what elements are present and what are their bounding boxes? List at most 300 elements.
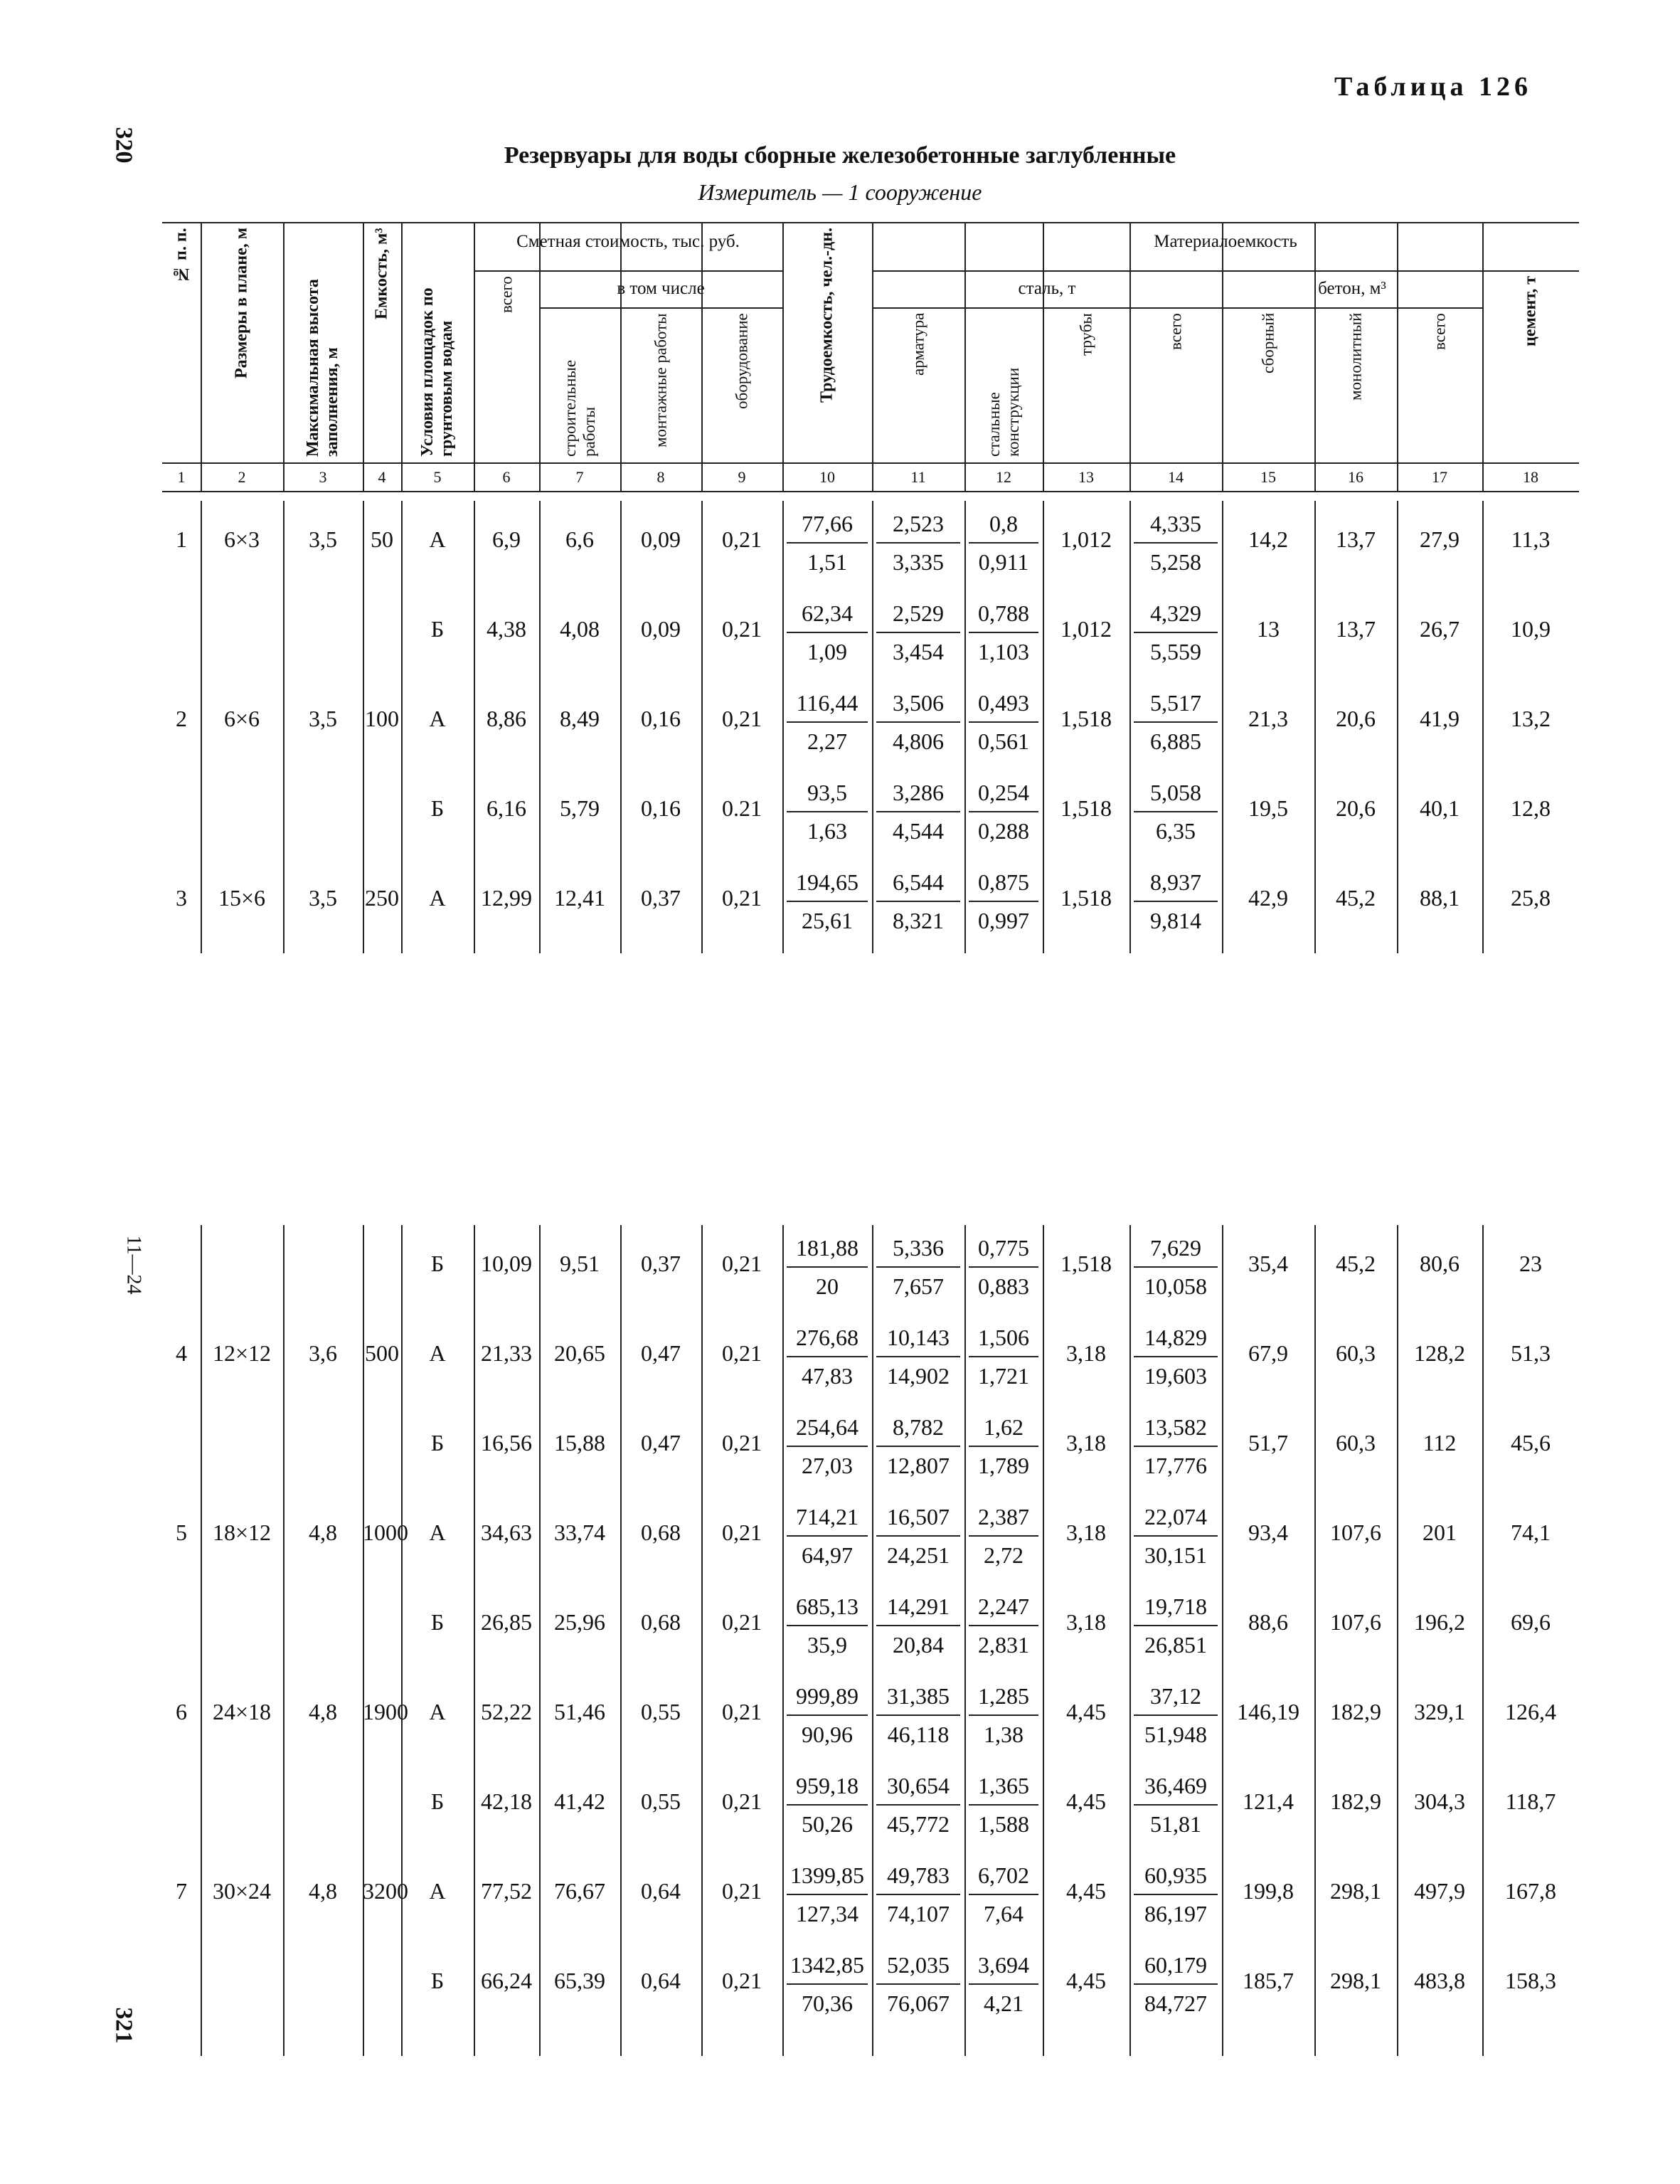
column-number-1: 1 — [177, 468, 186, 486]
rows-bottom-row-8-col-4: 3200 — [363, 1878, 408, 1904]
column-numbers-rule — [162, 491, 1579, 492]
rows-bottom-row-6-col-6: 52,22 — [481, 1699, 532, 1724]
rows-top-row-5-col-8: 0,37 — [641, 885, 681, 911]
fraction-denominator: 7,657 — [893, 1273, 944, 1299]
rows-top-row-5-col-10 — [782, 869, 872, 933]
fraction-numerator: 13,582 — [1134, 1414, 1218, 1447]
rows-top-row-3-col-3: 3,5 — [309, 706, 337, 731]
column-header-12: стальные конструкции — [985, 367, 1022, 457]
fraction-numerator: 52,035 — [876, 1952, 960, 1985]
rows-bottom-row-7-col-7: 41,42 — [554, 1788, 605, 1814]
column-header-6: всего — [497, 276, 516, 313]
rows-bottom-row-6-col-11 — [872, 1683, 964, 1747]
rows-top-row-1-col-17: 27,9 — [1420, 526, 1460, 552]
rows-bottom-row-3-col-6: 16,56 — [481, 1430, 532, 1456]
fraction-denominator: 19,603 — [1144, 1363, 1207, 1389]
rows-bottom-row-5-col-14 — [1129, 1594, 1222, 1658]
header-cost-group: Сметная стоимость, тыс. руб. — [516, 232, 740, 251]
fraction-numerator: 6,702 — [969, 1862, 1038, 1895]
fraction-denominator: 10,058 — [1144, 1273, 1207, 1299]
rows-bottom-row-4-col-16: 107,6 — [1330, 1520, 1381, 1545]
header-column-rule — [964, 222, 966, 491]
rows-top-row-4-col-8: 0,16 — [641, 795, 681, 821]
rows-bottom-row-8-col-17: 497,9 — [1414, 1878, 1465, 1904]
rows-bottom-row-7-col-16: 182,9 — [1330, 1788, 1381, 1814]
rows-bottom-row-5-col-13: 3,18 — [1066, 1609, 1106, 1635]
fraction-denominator: 30,151 — [1144, 1542, 1207, 1568]
rows-bottom-row-2-col-14 — [1129, 1325, 1222, 1389]
rows-top-row-3-col-1: 2 — [176, 706, 187, 731]
rows-top-row-2-col-13: 1,012 — [1060, 616, 1112, 642]
rows-bottom-row-8-col-2: 30×24 — [212, 1878, 272, 1904]
header-bottom-rule — [162, 462, 1579, 464]
fraction-numerator: 6,544 — [876, 869, 960, 902]
rows-bottom-row-9-col-13: 4,45 — [1066, 1968, 1106, 1993]
rows-bottom-row-4-col-12 — [964, 1504, 1043, 1568]
fraction-numerator: 5,517 — [1134, 690, 1218, 723]
rows-bottom-row-8-col-6: 77,52 — [481, 1878, 532, 1904]
fraction-numerator: 999,89 — [787, 1683, 868, 1716]
header-column-rule — [401, 222, 403, 491]
rows-bottom-row-1-col-17: 80,6 — [1420, 1251, 1460, 1276]
fraction-numerator: 5,058 — [1134, 780, 1218, 812]
rows-bottom-row-2-col-1: 4 — [176, 1340, 187, 1366]
rows-bottom-row-5-col-5: Б — [430, 1609, 445, 1635]
fraction-denominator: 12,807 — [887, 1453, 950, 1478]
rows-bottom-row-8-col-10 — [782, 1862, 872, 1926]
rows-bottom-row-1-col-8: 0,37 — [641, 1251, 681, 1276]
concrete-group-rule — [1222, 307, 1482, 309]
fraction-denominator: 2,831 — [978, 1632, 1029, 1658]
rows-top-row-5-col-13: 1,518 — [1060, 885, 1112, 911]
fraction-numerator: 0,493 — [969, 690, 1038, 723]
rows-bottom-row-4-col-13: 3,18 — [1066, 1520, 1106, 1545]
rows-bottom-row-3-col-17: 112 — [1423, 1430, 1457, 1456]
rows-bottom-row-5-col-12 — [964, 1594, 1043, 1658]
header-column-rule — [620, 222, 622, 491]
rows-bottom-row-9-col-7: 65,39 — [554, 1968, 605, 1993]
rows-bottom-row-7-col-6: 42,18 — [481, 1788, 532, 1814]
header-materials-group: Материалоемкость — [1154, 232, 1297, 251]
rows-top-row-1-col-12 — [964, 511, 1043, 575]
rows-bottom-row-6-col-18: 126,4 — [1505, 1699, 1556, 1724]
fraction-denominator: 74,107 — [887, 1901, 950, 1926]
rows-top-row-1-col-14 — [1129, 511, 1222, 575]
rows-bottom-row-8-col-8: 0,64 — [641, 1878, 681, 1904]
fraction-denominator: 0,288 — [978, 818, 1029, 844]
fraction-numerator: 0,254 — [969, 780, 1038, 812]
page-number-top: 320 — [110, 127, 137, 164]
rows-bottom-row-1-col-6: 10,09 — [481, 1251, 532, 1276]
rows-bottom-row-1-col-18: 23 — [1519, 1251, 1542, 1276]
column-number-2: 2 — [238, 468, 246, 486]
rows-bottom-row-2-col-10 — [782, 1325, 872, 1389]
rows-top-row-4-col-9: 0.21 — [722, 795, 762, 821]
column-header-14: всего — [1166, 313, 1185, 350]
rows-bottom-row-4-col-9: 0,21 — [722, 1520, 762, 1545]
fraction-denominator: 9,814 — [1150, 908, 1201, 933]
rows-bottom-row-6-col-12 — [964, 1683, 1043, 1747]
column-number-4: 4 — [378, 468, 386, 486]
rows-top-row-5-col-12 — [964, 869, 1043, 933]
fraction-numerator: 10,143 — [876, 1325, 960, 1357]
rows-bottom-row-3-col-15: 51,7 — [1248, 1430, 1288, 1456]
column-header-4: Емкость, м³ — [372, 228, 391, 319]
fraction-denominator: 46,118 — [887, 1722, 950, 1747]
fraction-denominator: 8,321 — [893, 908, 944, 933]
fraction-denominator: 86,197 — [1144, 1901, 1207, 1926]
column-header-11: арматура — [909, 313, 927, 376]
rows-bottom-row-8-col-11 — [872, 1862, 964, 1926]
header-concrete-group: бетон, м³ — [1318, 279, 1386, 298]
rows-bottom-row-4-col-6: 34,63 — [481, 1520, 532, 1545]
fraction-denominator: 7,64 — [984, 1901, 1024, 1926]
rows-top-row-1-col-10 — [782, 511, 872, 575]
rows-top-row-3-col-5: А — [429, 706, 446, 731]
rows-bottom-row-6-col-14 — [1129, 1683, 1222, 1747]
rows-bottom-row-6-col-16: 182,9 — [1330, 1699, 1381, 1724]
fraction-denominator: 0,997 — [978, 908, 1029, 933]
fraction-numerator: 37,12 — [1134, 1683, 1218, 1716]
rows-bottom-row-7-col-18: 118,7 — [1505, 1788, 1556, 1814]
rows-bottom-row-2-col-7: 20,65 — [554, 1340, 605, 1366]
rows-bottom-row-9-col-10 — [782, 1952, 872, 2016]
fraction-numerator: 62,34 — [787, 600, 868, 633]
rows-bottom-row-2-col-4: 500 — [365, 1340, 399, 1366]
column-number-11: 11 — [910, 468, 926, 486]
fraction-denominator: 4,544 — [893, 818, 944, 844]
header-including-group: в том числе — [617, 279, 705, 298]
rows-bottom-row-5-col-7: 25,96 — [554, 1609, 605, 1635]
fraction-numerator: 8,782 — [876, 1414, 960, 1447]
rows-bottom-row-3-col-9: 0,21 — [722, 1430, 762, 1456]
rows-top-row-1-col-3: 3,5 — [309, 526, 337, 552]
fraction-denominator: 2,27 — [807, 728, 847, 754]
rows-bottom-row-5-col-18: 69,6 — [1511, 1609, 1551, 1635]
rows-bottom-row-6-col-10 — [782, 1683, 872, 1747]
rows-top-row-2-col-12 — [964, 600, 1043, 664]
rows-top-row-5-col-11 — [872, 869, 964, 933]
rows-top-row-4-col-13: 1,518 — [1060, 795, 1112, 821]
fraction-numerator: 2,529 — [876, 600, 960, 633]
header-column-rule — [474, 222, 475, 491]
rows-bottom-row-4-col-18: 74,1 — [1511, 1520, 1551, 1545]
rows-top-row-1-col-8: 0,09 — [641, 526, 681, 552]
cost-group-rule — [474, 270, 782, 272]
rows-bottom-row-2-col-6: 21,33 — [481, 1340, 532, 1366]
fraction-denominator: 127,34 — [796, 1901, 858, 1926]
rows-top-row-1-col-11 — [872, 511, 964, 575]
rows-bottom-row-3-col-18: 45,6 — [1511, 1430, 1551, 1456]
rows-bottom-row-2-col-12 — [964, 1325, 1043, 1389]
rows-top-row-3-col-12 — [964, 690, 1043, 754]
rows-bottom-row-9-col-17: 483,8 — [1414, 1968, 1465, 1993]
column-header-3: Максимальная высота заполнения, м — [304, 279, 341, 457]
rows-top-row-1-col-13: 1,012 — [1060, 526, 1112, 552]
fraction-denominator: 76,067 — [887, 1990, 950, 2016]
fraction-denominator: 25,61 — [802, 908, 853, 933]
fraction-denominator: 1,51 — [807, 549, 847, 575]
rows-bottom-row-8-col-18: 167,8 — [1505, 1878, 1556, 1904]
rows-top-row-1-col-9: 0,21 — [722, 526, 762, 552]
fraction-denominator: 35,9 — [807, 1632, 847, 1658]
header-column-rule — [283, 222, 285, 491]
column-header-2: Размеры в плане, м — [232, 228, 251, 379]
rows-bottom-row-8-col-16: 298,1 — [1330, 1878, 1381, 1904]
rows-top-row-4-col-15: 19,5 — [1248, 795, 1288, 821]
rows-bottom-row-6-col-4: 1900 — [363, 1699, 408, 1724]
fraction-numerator: 181,88 — [787, 1235, 868, 1268]
rows-top-row-1-col-7: 6,6 — [565, 526, 594, 552]
fraction-numerator: 2,387 — [969, 1504, 1038, 1537]
fraction-denominator: 64,97 — [802, 1542, 853, 1568]
fraction-numerator: 2,523 — [876, 511, 960, 544]
fraction-numerator: 1,62 — [969, 1414, 1038, 1447]
column-header-1: № п. п. — [171, 228, 191, 283]
rows-top-row-2-col-6: 4,38 — [487, 616, 526, 642]
header-column-rule — [1314, 222, 1316, 491]
fraction-numerator: 0,775 — [969, 1235, 1038, 1268]
rows-bottom-row-6-col-8: 0,55 — [641, 1699, 681, 1724]
column-number-5: 5 — [433, 468, 442, 486]
rows-top-row-5-col-2: 15×6 — [218, 885, 266, 911]
fraction-numerator: 22,074 — [1134, 1504, 1218, 1537]
rows-bottom-row-8-col-7: 76,67 — [554, 1878, 605, 1904]
rows-bottom-row-9-col-11 — [872, 1952, 964, 2016]
rows-bottom-row-9-col-5: Б — [430, 1968, 445, 1993]
fraction-denominator: 1,721 — [978, 1363, 1029, 1389]
fraction-denominator: 51,81 — [1150, 1811, 1201, 1837]
fraction-numerator: 19,718 — [1134, 1594, 1218, 1626]
fraction-denominator: 27,03 — [802, 1453, 853, 1478]
rows-top-row-2-col-11 — [872, 600, 964, 664]
rows-top-row-3-col-4: 100 — [365, 706, 399, 731]
rows-bottom-row-9-col-14 — [1129, 1952, 1222, 2016]
rows-bottom-row-3-col-10 — [782, 1414, 872, 1478]
rows-top-row-3-col-2: 6×6 — [223, 706, 260, 731]
rows-top-row-3-col-10 — [782, 690, 872, 754]
column-header-7: строительные работы — [561, 359, 598, 457]
rows-bottom-row-2-col-11 — [872, 1325, 964, 1389]
rows-bottom-row-4-col-14 — [1129, 1504, 1222, 1568]
rows-top-row-2-col-10 — [782, 600, 872, 664]
column-header-13: трубы — [1077, 313, 1095, 356]
rows-top-row-3-col-6: 8,86 — [487, 706, 526, 731]
fraction-denominator: 1,09 — [807, 639, 847, 664]
rows-bottom-row-1-col-13: 1,518 — [1060, 1251, 1112, 1276]
rows-top-row-4-col-5: Б — [430, 795, 445, 821]
rows-top-row-3-col-18: 13,2 — [1511, 706, 1551, 731]
rows-bottom-row-9-col-15: 185,7 — [1243, 1968, 1294, 1993]
fraction-numerator: 1342,85 — [787, 1952, 868, 1985]
fraction-numerator: 3,694 — [969, 1952, 1038, 1985]
fraction-denominator: 1,38 — [984, 1722, 1024, 1747]
rows-top-row-1-col-15: 14,2 — [1248, 526, 1288, 552]
rows-top-row-5-col-16: 45,2 — [1336, 885, 1376, 911]
rows-bottom-row-4-col-17: 201 — [1423, 1520, 1457, 1545]
fraction-denominator: 5,258 — [1150, 549, 1201, 575]
rows-bottom-row-4-col-3: 4,8 — [309, 1520, 337, 1545]
rows-bottom-row-2-col-17: 128,2 — [1414, 1340, 1465, 1366]
rows-top-row-5-col-15: 42,9 — [1248, 885, 1288, 911]
rows-bottom-row-7-col-9: 0,21 — [722, 1788, 762, 1814]
rows-bottom-row-9-col-18: 158,3 — [1505, 1968, 1556, 1993]
rows-top-row-3-col-16: 20,6 — [1336, 706, 1376, 731]
header-column-rule — [782, 222, 784, 491]
fraction-numerator: 93,5 — [787, 780, 868, 812]
rows-top-row-1-col-5: А — [429, 526, 446, 552]
fraction-numerator: 60,179 — [1134, 1952, 1218, 1985]
rows-top-row-4-col-6: 6,16 — [487, 795, 526, 821]
fraction-numerator: 14,829 — [1134, 1325, 1218, 1357]
rows-bottom-row-1-col-11 — [872, 1235, 964, 1299]
rows-bottom-row-5-col-6: 26,85 — [481, 1609, 532, 1635]
fraction-numerator: 0,788 — [969, 600, 1038, 633]
rows-bottom-row-6-col-9: 0,21 — [722, 1699, 762, 1724]
rows-bottom-row-4-col-11 — [872, 1504, 964, 1568]
rows-top-row-3-col-8: 0,16 — [641, 706, 681, 731]
column-number-10: 10 — [819, 468, 835, 486]
header-column-rule — [701, 222, 703, 491]
fraction-numerator: 30,654 — [876, 1773, 960, 1806]
fraction-denominator: 5,559 — [1150, 639, 1201, 664]
rows-bottom-row-5-col-16: 107,6 — [1330, 1609, 1381, 1635]
rows-top-row-4-col-16: 20,6 — [1336, 795, 1376, 821]
rows-bottom-row-7-col-11 — [872, 1773, 964, 1837]
rows-bottom-row-1-col-5: Б — [430, 1251, 445, 1276]
header-column-rule — [539, 222, 541, 491]
fraction-denominator: 3,454 — [893, 639, 944, 664]
rows-bottom-row-7-col-14 — [1129, 1773, 1222, 1837]
rows-bottom-row-7-col-8: 0,55 — [641, 1788, 681, 1814]
fraction-denominator: 4,21 — [984, 1990, 1024, 2016]
fraction-numerator: 8,937 — [1134, 869, 1218, 902]
column-number-14: 14 — [1168, 468, 1184, 486]
rows-bottom-row-6-col-7: 51,46 — [554, 1699, 605, 1724]
rows-bottom-row-5-col-17: 196,2 — [1414, 1609, 1465, 1635]
fraction-denominator: 3,335 — [893, 549, 944, 575]
column-number-3: 3 — [319, 468, 327, 486]
rows-bottom-row-1-col-12 — [964, 1235, 1043, 1299]
rows-top-row-2-col-5: Б — [430, 616, 445, 642]
page-title: Резервуары для воды сборные железобетонные заглубленные — [504, 142, 1176, 169]
fraction-numerator: 685,13 — [787, 1594, 868, 1626]
header-column-rule — [1397, 222, 1398, 491]
fraction-numerator: 0,8 — [969, 511, 1038, 544]
fraction-denominator: 20,84 — [893, 1632, 944, 1658]
rows-top-row-5-col-17: 88,1 — [1420, 885, 1460, 911]
rows-top-row-4-col-14 — [1129, 780, 1222, 844]
fraction-numerator: 31,385 — [876, 1683, 960, 1716]
fraction-numerator: 1,365 — [969, 1773, 1038, 1806]
column-header-10: Трудоемкость, чел.-дн. — [817, 228, 836, 403]
fraction-numerator: 3,286 — [876, 780, 960, 812]
rows-bottom-row-8-col-15: 199,8 — [1243, 1878, 1294, 1904]
fraction-numerator: 14,291 — [876, 1594, 960, 1626]
rows-bottom-row-8-col-3: 4,8 — [309, 1878, 337, 1904]
rows-top-row-5-col-4: 250 — [365, 885, 399, 911]
fraction-numerator: 1399,85 — [787, 1862, 868, 1895]
rows-bottom-row-3-col-14 — [1129, 1414, 1222, 1478]
rows-bottom-row-6-col-17: 329,1 — [1414, 1699, 1465, 1724]
rows-bottom-row-4-col-1: 5 — [176, 1520, 187, 1545]
rows-top-row-3-col-9: 0,21 — [722, 706, 762, 731]
rows-bottom-row-5-col-15: 88,6 — [1248, 1609, 1288, 1635]
column-header-16: монолитный — [1346, 313, 1365, 401]
rows-top-row-4-col-10 — [782, 780, 872, 844]
rows-top-row-1-col-1: 1 — [176, 526, 187, 552]
fraction-numerator: 959,18 — [787, 1773, 868, 1806]
rows-top-row-2-col-9: 0,21 — [722, 616, 762, 642]
fraction-numerator: 4,329 — [1134, 600, 1218, 633]
fraction-denominator: 26,851 — [1144, 1632, 1207, 1658]
header-column-rule — [1043, 222, 1044, 491]
fraction-numerator: 77,66 — [787, 511, 868, 544]
rows-bottom-row-9-col-9: 0,21 — [722, 1968, 762, 1993]
rows-bottom-row-4-col-5: А — [429, 1520, 446, 1545]
fraction-denominator: 84,727 — [1144, 1990, 1207, 2016]
fraction-denominator: 14,902 — [887, 1363, 950, 1389]
rows-bottom-row-8-col-1: 7 — [176, 1878, 187, 1904]
fraction-numerator: 4,335 — [1134, 511, 1218, 544]
fraction-denominator: 20 — [816, 1273, 839, 1299]
column-number-15: 15 — [1260, 468, 1276, 486]
fraction-numerator: 1,285 — [969, 1683, 1038, 1716]
column-number-17: 17 — [1432, 468, 1447, 486]
rows-bottom-row-9-col-12 — [964, 1952, 1043, 2016]
rows-bottom-row-3-col-8: 0,47 — [641, 1430, 681, 1456]
steel-group-rule — [872, 307, 1222, 309]
rows-bottom-row-9-col-16: 298,1 — [1330, 1968, 1381, 1993]
rows-bottom-row-2-col-15: 67,9 — [1248, 1340, 1288, 1366]
rows-top-row-3-col-11 — [872, 690, 964, 754]
fraction-denominator: 6,35 — [1156, 818, 1196, 844]
rows-top-row-2-col-18: 10,9 — [1511, 616, 1551, 642]
rows-bottom-row-8-col-12 — [964, 1862, 1043, 1926]
rows-bottom-row-7-col-10 — [782, 1773, 872, 1837]
rows-bottom-row-1-col-10 — [782, 1235, 872, 1299]
rows-bottom-row-4-col-8: 0,68 — [641, 1520, 681, 1545]
rows-top-row-1-col-6: 6,9 — [492, 526, 521, 552]
rows-bottom-row-7-col-17: 304,3 — [1414, 1788, 1465, 1814]
fraction-numerator: 714,21 — [787, 1504, 868, 1537]
column-number-12: 12 — [996, 468, 1011, 486]
rows-bottom-row-5-col-10 — [782, 1594, 872, 1658]
rows-top-row-4-col-7: 5,79 — [560, 795, 600, 821]
header-steel-group: сталь, т — [1018, 279, 1076, 298]
rows-bottom-row-8-col-5: А — [429, 1878, 446, 1904]
fraction-numerator: 194,65 — [787, 869, 868, 902]
column-number-16: 16 — [1348, 468, 1363, 486]
fraction-numerator: 2,247 — [969, 1594, 1038, 1626]
column-header-8: монтажные работы — [652, 313, 670, 447]
rows-top-row-2-col-7: 4,08 — [560, 616, 600, 642]
rows-bottom-row-5-col-9: 0,21 — [722, 1609, 762, 1635]
rows-bottom-row-9-col-8: 0,64 — [641, 1968, 681, 1993]
rows-top-row-5-col-9: 0,21 — [722, 885, 762, 911]
rows-top-row-2-col-17: 26,7 — [1420, 616, 1460, 642]
rows-bottom-row-8-col-13: 4,45 — [1066, 1878, 1106, 1904]
rows-bottom-row-3-col-11 — [872, 1414, 964, 1478]
rows-top-row-1-col-2: 6×3 — [223, 526, 260, 552]
rows-bottom-row-4-col-10 — [782, 1504, 872, 1568]
rows-bottom-row-7-col-5: Б — [430, 1788, 445, 1814]
fraction-numerator: 276,68 — [787, 1325, 868, 1357]
column-number-7: 7 — [575, 468, 584, 486]
fraction-numerator: 3,506 — [876, 690, 960, 723]
fraction-denominator: 90,96 — [802, 1722, 853, 1747]
rows-bottom-row-7-col-12 — [964, 1773, 1043, 1837]
